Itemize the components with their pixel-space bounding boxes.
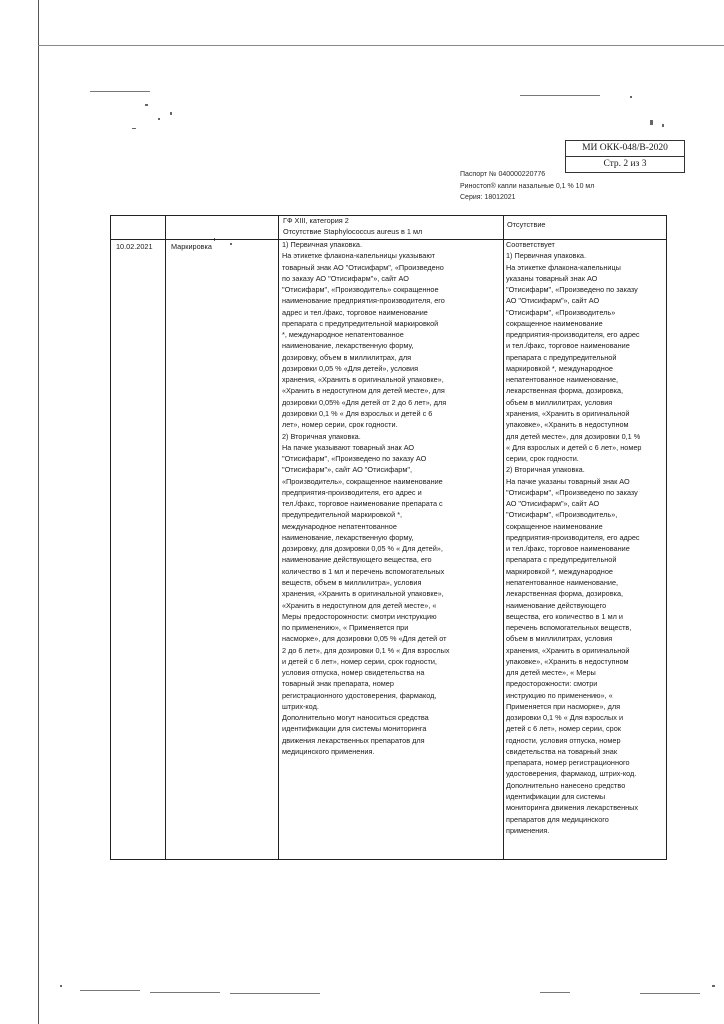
text-line: годности, условия отпуска, номер [506,735,621,745]
text-line: наименование действующего [506,600,607,610]
text-line: по заказу АО "Отисифарм"», сайт АО [282,273,409,283]
text-line: На этикетке флакона-капельницы указывают [282,251,436,261]
text-line: предприятия-производителя, его адрес [506,330,640,340]
document-code: МИ ОКК-048/В-2020 [582,143,668,153]
text-line: хранения, «Хранить в оригинальной упаковке», [282,375,444,385]
text-line: движения лекарственных препаратов для [282,735,425,745]
text-line: Меры предосторожности: смотри инструкцию [282,611,437,621]
top-row-result: Отсутствие [507,220,546,229]
text-line: Дополнительно нанесено средство [506,780,626,790]
page-number: Стр. 2 из 3 [566,156,684,172]
row-date: 10.02.2021 [116,242,153,251]
text-line: непатентованное наименование, [506,375,619,385]
text-line: непатентованное наименование, [506,577,619,587]
text-line: перечень вспомогательных веществ, [506,623,632,633]
text-line: "Отисифарм", «Произведено по заказу АО [282,454,427,464]
text-line: дозировки 0,05 % «Для детей», условия [282,363,419,373]
text-line: детей с 6 лет», номер серии, срок [506,724,621,734]
text-line: лет», номер серии, срок годности. [282,420,398,430]
text-line: наименование предприятия-производителя, его [282,296,445,306]
text-line: предосторожности: смотри [506,679,598,689]
text-line: адрес и тел./факс, торговое наименование [282,307,428,317]
text-line: препарата, номер регистрационного [506,758,630,768]
text-line: свидетельства на товарный знак [506,746,618,756]
text-line: препаратов для медицинского [506,814,609,824]
text-line: идентификации для системы [506,792,606,802]
text-line: дозировку, для дозировки 0,05 % « Для детей», [282,544,443,554]
text-line: маркировкой *, международное [506,363,613,373]
text-line: штрих-код. [282,701,319,711]
text-line: 2) Вторичная упаковка. [506,465,585,475]
text-line: лекарственная форма, дозировка, [506,386,624,396]
text-line: предприятия-производителя, его адрес [506,532,640,542]
text-line: вещества, его количество в 1 мл и [506,611,623,621]
batch-number: Серия: 18012021 [460,194,516,201]
text-line: условия отпуска, номер свидетельства на [282,668,425,678]
text-line: идентификации для системы мониторинга [282,724,427,734]
text-line: предупредительной маркировкой *, [282,510,403,520]
text-line: препарата с предупредительной [506,555,617,565]
text-line: и тел./факс, торговое наименование [506,341,630,351]
passport-info [460,169,594,204]
text-line: 2) Вторичная упаковка. [282,431,361,441]
text-line: по применению», « Применяется при [282,623,409,633]
text-line: товарный знак препарата, номер [282,679,394,689]
text-line: упаковке», «Хранить в недоступном [506,420,629,430]
text-line: сокращенное наименование [506,318,603,328]
text-line: дозировки 0,1 % « Для взрослых и [506,713,624,723]
text-line: "Отисифарм", «Производитель», [506,510,618,520]
text-line: серии, срок годности. [506,454,579,464]
text-line: «Хранить в недоступном для детей месте», « [282,600,437,610]
text-line: хранения, «Хранить в оригинальной [506,408,630,418]
text-line: дозировки 0,05% «Для детей от 2 до 6 лет», для [282,397,447,407]
text-line: веществ, объем в миллилитра», условия [282,577,422,587]
text-line: «Хранить в недоступном для детей месте», для [282,386,445,396]
text-line: хранения, «Хранить в оригинальной [506,645,630,655]
text-line: сокращенное наименование [506,521,603,531]
text-line: мониторинга движения лекарственных [506,803,639,813]
text-line: дозировку, объем в миллилитрах, для [282,352,412,362]
text-line: 1) Первичная упаковка. [506,251,587,261]
text-line: препарата с предупредительной маркировкой [282,318,439,328]
result-text [506,239,663,836]
text-line: "Отисифарм", «Производитель» [506,307,616,317]
text-line: медицинского применения. [282,746,375,756]
text-line: маркировкой *, международное [506,566,613,576]
text-line: АО "Отисифарм"», сайт АО [506,499,600,509]
text-line: На этикетке флакона-капельницы [506,262,621,272]
text-line: Соответствует [506,240,555,249]
text-line: лекарственная форма, дозировка, [506,589,624,599]
text-line: удостоверения, фармакод, штрих-код. [506,769,637,779]
text-line: и тел./факс, торговое наименование [506,544,630,554]
text-line: 1) Первичная упаковка. [282,240,363,249]
passport-number: Паспорт № 040000220776 [460,171,546,178]
text-line: «Производитель», сокращенное наименование [282,476,443,486]
text-line: объем в миллилитрах, условия [506,634,613,644]
text-line: применения. [506,825,550,835]
text-line: препарата с предупредительной [506,352,617,362]
text-line: "Отисифарм", «Произведено по заказу [506,285,638,295]
text-line: "Отисифарм", «Произведено по заказу [506,487,638,497]
page-edge [38,0,39,1024]
text-line: упаковке», «Хранить в недоступном [506,656,629,666]
text-line: "Отисифарм", «Производитель» сокращенное [282,285,439,295]
row-test-name: Маркировка [171,242,212,251]
text-line: "Отисифарм"», сайт АО "Отисифарм", [282,465,412,475]
text-line: для детей месте», « Меры [506,668,596,678]
text-line: наименование действующего вещества, его [282,555,432,565]
text-line: указаны товарный знак АО [506,273,598,283]
text-line: объем в миллилитрах, условия [506,397,613,407]
text-line: АО "Отисифарм"», сайт АО [506,296,600,306]
text-line: « Для взрослых и детей с 6 лет», номер [506,442,642,452]
text-line: предприятия-производителя, его адрес и [282,487,422,497]
requirement-text [282,239,502,757]
text-line: 2 до 6 лет», для дозировки 0,1 % « Для взрослых [282,645,450,655]
text-line: для детей месте», для дозировки 0,1 % [506,431,641,441]
text-line: насморке», для дозировки 0,05 % «Для детей от [282,634,447,644]
text-line: и детей с 6 лет», номер серии, срок годности, [282,656,437,666]
text-line: тел./факс, торговое наименование препарата с [282,499,443,509]
text-line: товарный знак АО "Отисифарм", «Произведено [282,262,444,272]
text-line: Применяется при насморке», для [506,701,621,711]
text-line: Дополнительно могут наноситься средства [282,713,429,723]
product-name: Риностоп® капли назальные 0,1 % 10 мл [460,182,595,190]
text-line: На пачке указывают товарный знак АО [282,442,415,452]
text-line: регистрационного удостоверения, фармакод, [282,690,437,700]
text-line: На пачке указаны товарный знак АО [506,476,630,486]
top-row-requirement: ГФ XIII, категория 2 Отсутствие Staphylococcus aureus в 1 мл [283,216,423,237]
text-line: хранения, «Хранить в оригинальной упаковке», [282,589,444,599]
text-line: инструкцию по применению», « [506,690,613,700]
text-line: дозировки 0,1 % « Для взрослых и детей с 6 [282,408,433,418]
text-line: наименование, лекарственную форму, [282,532,414,542]
text-line: *, международное непатентованное [282,330,404,340]
text-line: количество в 1 мл и перечень вспомогательных [282,566,445,576]
text-line: международное непатентованное [282,521,397,531]
text-line: наименование, лекарственную форму, [282,341,414,351]
page-edge [38,45,724,46]
